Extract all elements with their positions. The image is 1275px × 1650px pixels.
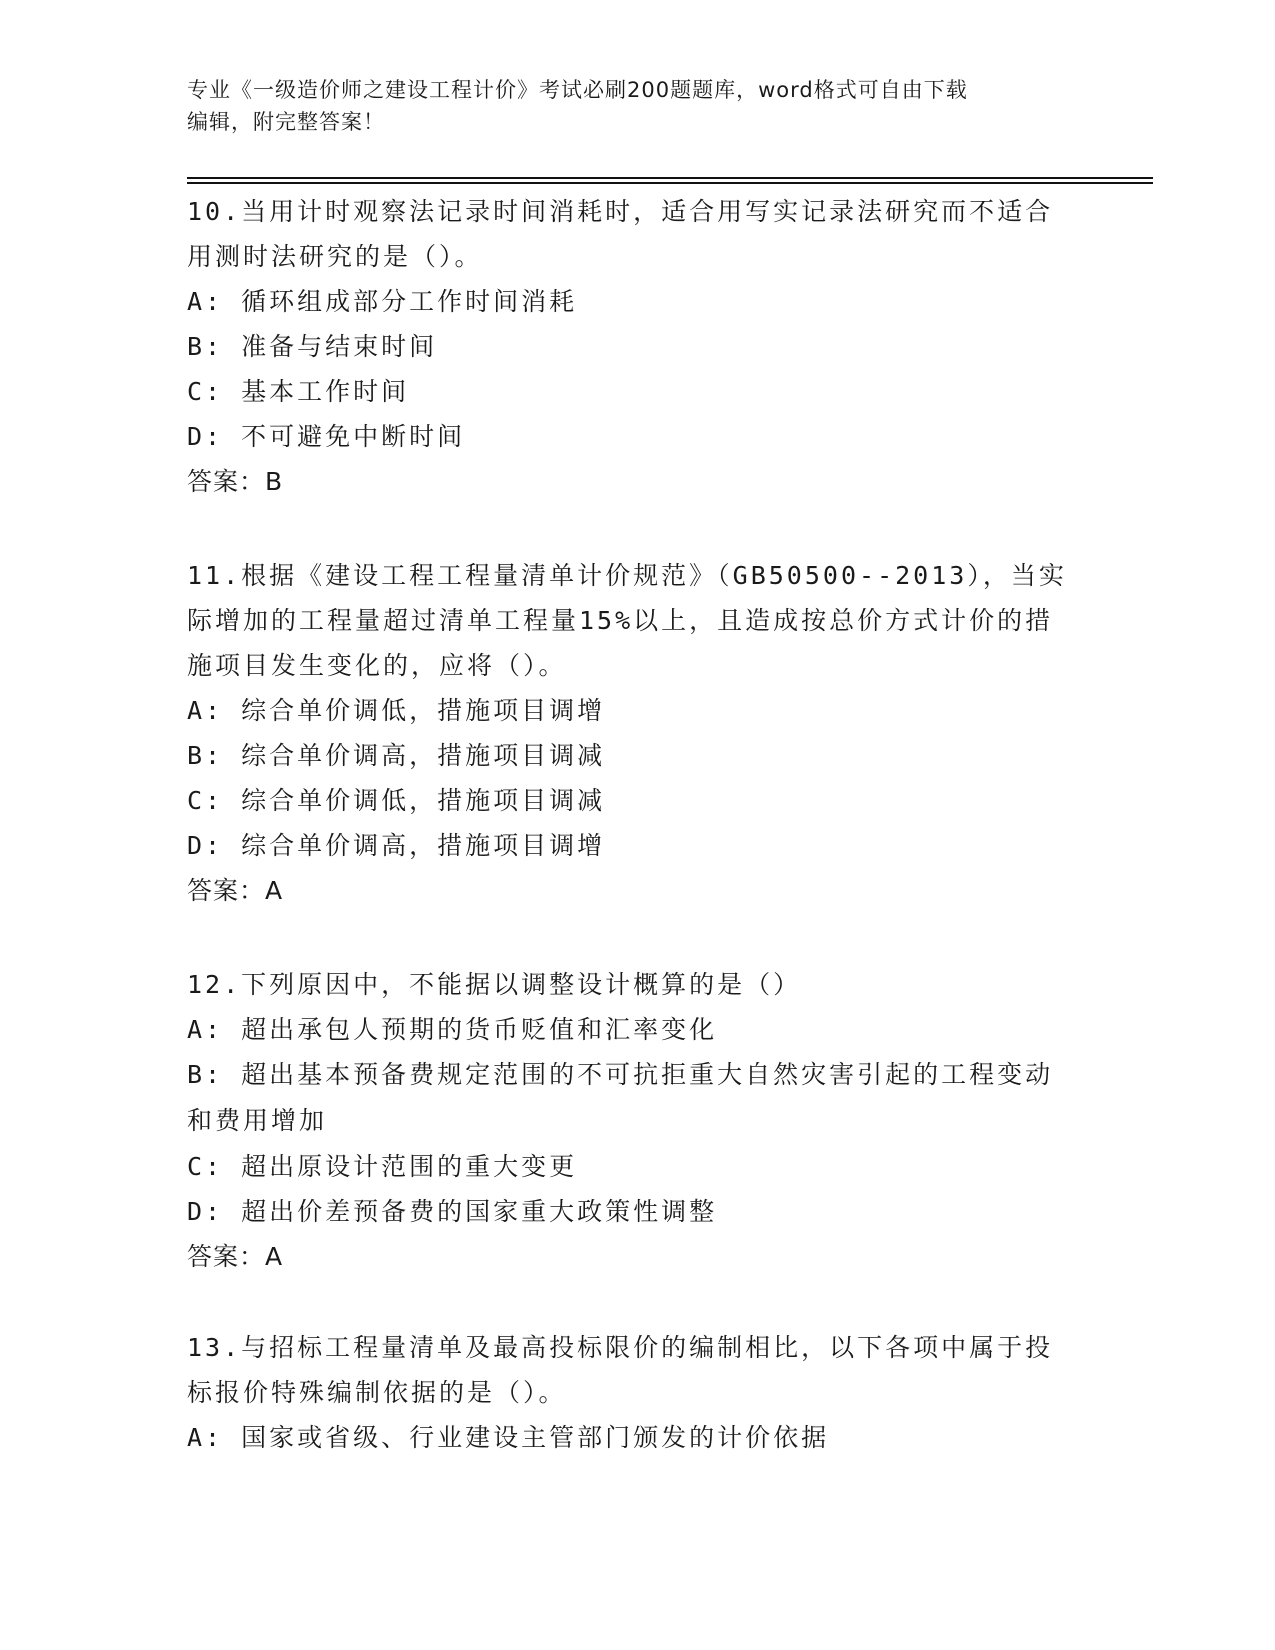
stem-line: 用测时法研究的是（）。 (187, 242, 483, 271)
document-header (187, 74, 1067, 138)
option-d: D: 超出价差预备费的国家重大政策性调整 (187, 1197, 718, 1226)
stem-line: 13.与招标工程量清单及最高投标限价的编制相比，以下各项中属于投 (187, 1333, 1054, 1362)
option-c: C: 超出原设计范围的重大变更 (187, 1152, 578, 1181)
answer-line: 答案：B (187, 467, 284, 496)
stem-line: 标报价特殊编制依据的是（）。 (187, 1378, 567, 1407)
header-line-2: 编辑，附完整答案！ (187, 110, 385, 134)
question-10 (187, 189, 1087, 504)
option-d: D: 综合单价调高，措施项目调增 (187, 831, 606, 860)
question-stem (187, 1325, 1087, 1415)
option-b: B: 综合单价调高，措施项目调减 (187, 741, 606, 770)
option-c: C: 综合单价调低，措施项目调减 (187, 786, 606, 815)
option-line: B: 超出基本预备费规定范围的不可抗拒重大自然灾害引起的工程变动 (187, 1060, 1054, 1089)
question-stem (187, 962, 1087, 1007)
header-line-1: 专业《一级造价师之建设工程计价》考试必刷200题题库，word格式可自由下载 (187, 78, 968, 102)
question-stem (187, 189, 1087, 279)
question-stem (187, 553, 1087, 688)
stem-line: 10.当用计时观察法记录时间消耗时，适合用写实记录法研究而不适合 (187, 197, 1054, 226)
option-a: A: 超出承包人预期的货币贬值和汇率变化 (187, 1015, 718, 1044)
question-12 (187, 962, 1087, 1279)
header-divider-top (187, 177, 1153, 179)
stem-line: 施项目发生变化的，应将（）。 (187, 651, 567, 680)
question-13 (187, 1325, 1087, 1460)
stem-line: 际增加的工程量超过清单工程量15%以上，且造成按总价方式计价的措 (187, 606, 1054, 635)
option-b: B: 准备与结束时间 (187, 332, 438, 361)
answer-line: 答案：A (187, 1242, 284, 1271)
option-b (187, 1052, 1087, 1144)
option-a: A: 综合单价调低，措施项目调增 (187, 696, 606, 725)
option-a: A: 循环组成部分工作时间消耗 (187, 287, 578, 316)
stem-line: 11.根据《建设工程工程量清单计价规范》（GB50500--2013），当实 (187, 561, 1067, 590)
option-c: C: 基本工作时间 (187, 377, 410, 406)
option-a: A: 国家或省级、行业建设主管部门颁发的计价依据 (187, 1423, 830, 1452)
header-divider-bottom (187, 182, 1153, 184)
question-11 (187, 553, 1087, 913)
option-d: D: 不可避免中断时间 (187, 422, 466, 451)
answer-line: 答案：A (187, 876, 284, 905)
stem-line: 12.下列原因中，不能据以调整设计概算的是（） (187, 970, 802, 999)
option-line: 和费用增加 (187, 1106, 328, 1135)
